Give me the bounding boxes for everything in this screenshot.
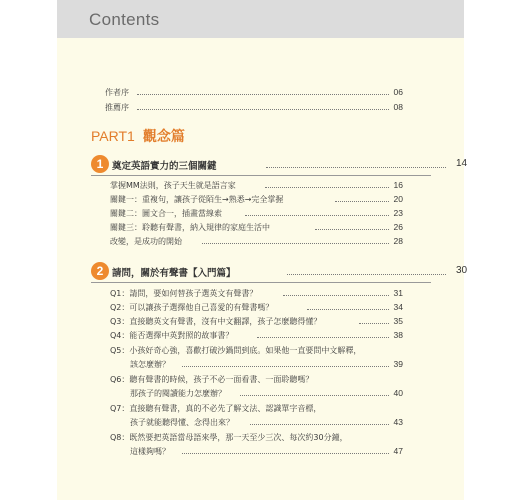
chapter-title: 奠定英語實力的三個關鍵 (112, 161, 217, 172)
dot-leader (137, 109, 389, 110)
toc-entry-title: Q2：可以讓孩子選擇他自己喜愛的有聲書嗎？ (110, 303, 274, 312)
toc-entry-title: Q8：既然要把英語當母語來學，那一天至少三次、每次約30分鐘， (110, 433, 348, 442)
part-heading (91, 126, 185, 146)
toc-entry-title: 關鍵一：重複句，讓孩子從陌生→熟悉→完全掌握 (110, 195, 284, 204)
toc-entry-page: 40 (393, 388, 403, 398)
chapter-heading[interactable] (91, 157, 468, 172)
page-title: Contents (89, 10, 160, 29)
toc-entry-page: 06 (393, 87, 403, 97)
chapter-page: 14 (456, 158, 468, 169)
dot-leader (359, 323, 389, 324)
dot-leader (245, 215, 389, 216)
toc-entry-title: 推薦序 (105, 103, 129, 112)
dot-leader (283, 295, 389, 296)
dot-leader (250, 424, 389, 425)
toc-entry-title: 掌握MM法則，孩子天生就是語言家 (110, 181, 236, 190)
part-name: 觀念篇 (142, 129, 185, 145)
dot-leader (182, 453, 389, 454)
toc-entry-page: 35 (393, 316, 403, 326)
dot-leader (257, 337, 389, 338)
toc-entry-page: 28 (393, 236, 403, 246)
toc-entry-page: 43 (393, 417, 403, 427)
dot-leader (307, 309, 389, 310)
chapter-underline (91, 282, 431, 283)
part-label: PART1 (91, 128, 135, 144)
toc-entry-page: 31 (393, 288, 403, 298)
toc-entry-page: 20 (393, 194, 403, 204)
dot-leader (315, 229, 389, 230)
toc-entry-page: 39 (393, 359, 403, 369)
toc-entry-title: Q5：小孩好奇心強，喜歡打破沙鍋問到底。如果他一直要問中文解釋， (110, 346, 362, 355)
toc-entry-title: Q7：直接聽有聲書，真的不必先了解文法、認識單字音標， (110, 404, 322, 413)
toc-entry-title: 那孩子的閱讀能力怎麼辦？ (130, 389, 226, 398)
toc-entry-title: Q4：能否選擇中英對照的故事書？ (110, 331, 234, 340)
toc-entry-title: 關鍵三：聆聽有聲書，納入規律的家庭生活中 (110, 223, 270, 232)
toc-entry-title: 該怎麼辦？ (130, 360, 170, 369)
chapter-number-badge: 1 (91, 155, 109, 173)
chapter-page: 30 (456, 265, 468, 276)
header-band (57, 0, 464, 38)
dot-leader (182, 366, 389, 367)
toc-entry-title: Q1：請問，要如何替孩子選英文有聲書？ (110, 289, 258, 298)
dot-leader (137, 94, 389, 95)
chapter-underline (91, 175, 431, 176)
toc-entry-title: 改變，是成功的開始 (110, 237, 182, 246)
toc-entry-page: 34 (393, 302, 403, 312)
toc-entry-page: 38 (393, 330, 403, 340)
toc-entry-page: 16 (393, 180, 403, 190)
toc-entry-title: 作者序 (105, 88, 129, 97)
toc-entry-page: 47 (393, 446, 403, 456)
dot-leader (202, 243, 389, 244)
dot-leader (266, 167, 446, 168)
toc-entry-page: 26 (393, 222, 403, 232)
toc-entry-title: Q6：聽有聲書的時候，孩子不必一面看書、一面聆聽嗎？ (110, 375, 314, 384)
dot-leader (335, 201, 389, 202)
dot-leader (287, 274, 446, 275)
chapter-number-badge: 2 (91, 262, 109, 280)
dot-leader (240, 395, 389, 396)
contents-page (57, 0, 468, 500)
toc-entry-title: Q3：直接聽英文有聲書，沒有中文翻譯，孩子怎麼聽得懂？ (110, 317, 322, 326)
toc-entry-page: 08 (393, 102, 403, 112)
dot-leader (265, 187, 389, 188)
toc-entry-title: 這樣夠嗎？ (130, 447, 170, 456)
toc-entry-page: 23 (393, 208, 403, 218)
toc-entry-title: 關鍵二：圖文合一，插畫當線索 (110, 209, 222, 218)
chapter-title: 請問，關於有聲書【入門篇】 (112, 268, 236, 279)
toc-entry-title: 孩子就能聽得懂、念得出來？ (130, 418, 234, 427)
chapter-heading[interactable] (91, 264, 468, 279)
